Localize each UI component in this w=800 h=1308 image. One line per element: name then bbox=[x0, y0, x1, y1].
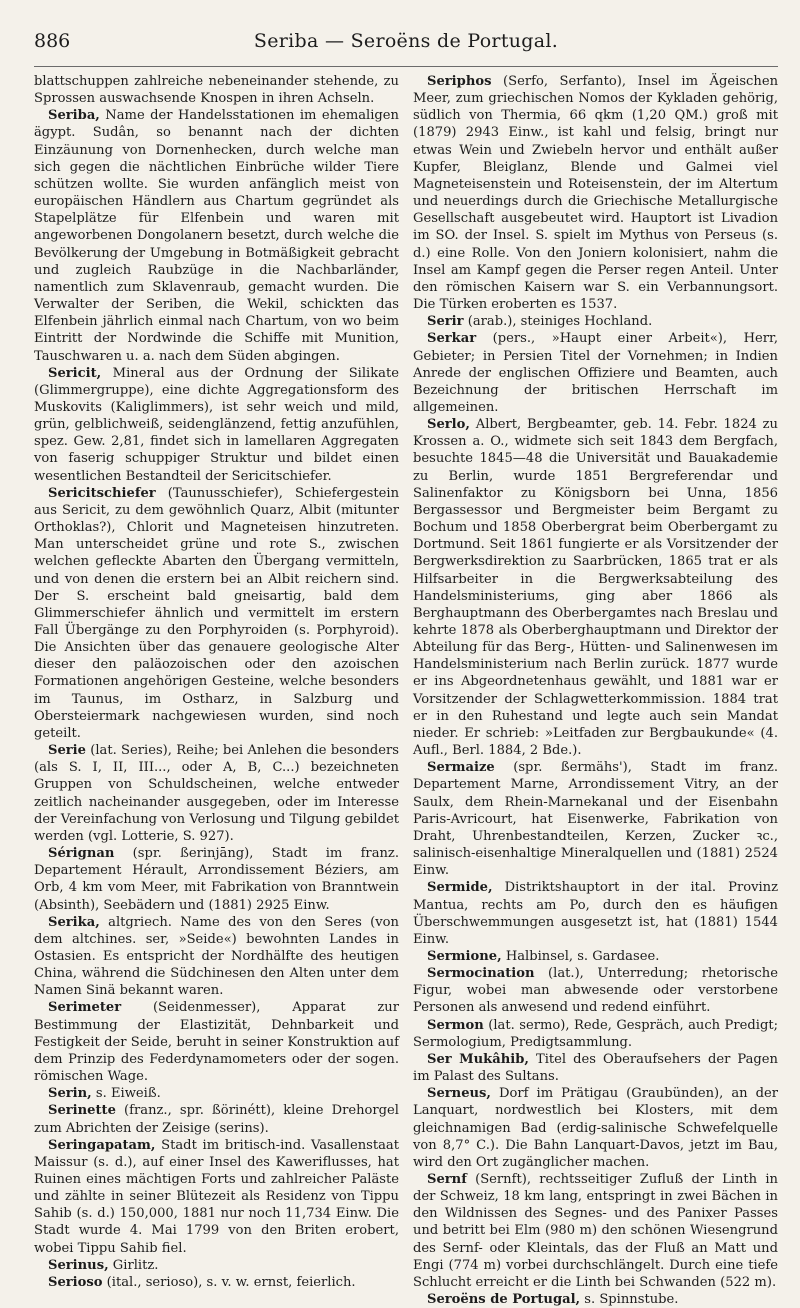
entry-text: (franz., spr. ßörinétt), kleine Drehorgel zum Abrichten der Zeisige (serins). bbox=[34, 1103, 399, 1136]
entry-headword: Serika, bbox=[48, 914, 100, 930]
entry-headword: Sermon bbox=[427, 1017, 484, 1033]
entry-text: (Taunusschiefer), Schiefergestein aus Sericit, zu dem gewöhnlich Quarz, Albit (mitunter Orthoklas?), Chlorit und Magneteisen hinzutreten. Man unterscheidet grüne und rote S., zwischen welchen gefleckte Abarten den Übergang vermitteln, und von denen die erstern bei an Albit reichern sind. Der S. erscheint bald gneisartig, bald dem Glimmerschiefer ähnlich und vermittelt im erstern Fall Übergänge zu den Porphyroiden (s. Porphyroid). Die Ansichten über das genauere geologische Alter dieser den paläozoischen oder den azoischen Formationen angehörigen Gesteine, welche besonders im Taunus, im Ostharz, in Salzburg und Obersteiermark nachgewiesen wurden, sind noch geteilt. bbox=[34, 485, 399, 741]
dictionary-entry bbox=[34, 1102, 399, 1136]
page-number: 886 bbox=[34, 30, 71, 52]
entry-headword: Serie bbox=[48, 743, 86, 759]
dictionary-entry bbox=[34, 845, 399, 914]
dictionary-entry bbox=[413, 879, 778, 948]
entry-text: Titel des Oberaufsehers der Pagen im Palast des Sultans. bbox=[413, 1051, 778, 1085]
entry-text: (arab.), steiniges Hochland. bbox=[463, 314, 653, 330]
entry-headword: Sermide, bbox=[427, 880, 493, 896]
dictionary-entry bbox=[34, 914, 399, 1000]
entry-headword: Seroëns de Portugal, bbox=[427, 1292, 581, 1308]
page-header bbox=[34, 30, 778, 67]
entry-headword: Serinus, bbox=[48, 1257, 109, 1273]
entry-headword: Serinette bbox=[48, 1103, 116, 1119]
entry-text: (Seidenmesser), Apparat zur Bestimmung der Elastizität, Dehnbarkeit und Festigkeit der Seide, beruht in seiner Konstruktion auf dem Prinzip des Federdynamometers oder der sogen. römischen Wage. bbox=[34, 1000, 399, 1085]
entry-headword: Serneus, bbox=[427, 1086, 491, 1102]
dictionary-entry bbox=[413, 1085, 778, 1171]
running-title: Seriba — Seroëns de Portugal. bbox=[253, 30, 559, 52]
entry-text: (spr. ßerinjāng), Stadt im franz. Departement Hérault, Arrondissement Béziers, am Orb, 4 km vom Meer, mit Fabrikation von Branntwein (Absinth), Seebädern und (1881) 2925 Einw. bbox=[34, 846, 399, 913]
dictionary-entry bbox=[413, 416, 778, 759]
text-columns bbox=[34, 73, 778, 1308]
entry-headword: Serlo, bbox=[427, 417, 470, 433]
entry-text: (lat. Series), Reihe; bei Anlehen die besonders (als S. I, II, III..., oder A, B, C...) bezeichneten Gruppen von Schuldscheinen, welche entweder zeitlich nacheinander ausgegeben, oder im Interesse der Vereinfachung von Verlosung und Tilgung gebildet werden (vgl. Lotterie, S. 927). bbox=[34, 743, 399, 844]
dictionary-entry bbox=[34, 365, 399, 485]
dictionary-entry bbox=[413, 759, 778, 879]
dictionary-entry bbox=[34, 1085, 399, 1102]
entry-text: (Sernft), rechtsseitiger Zufluß der Linth in der Schweiz, 18 km lang, entspringt in zwei Bächen in den Wildnissen des Segnes- und des Panixer Passes und betritt bei Elm (980 m) den schönen Wiesengrund des Sernf- oder Kleintals, das der Fluß an Matt und Engi (774 m) vorbei durchschlängelt. Durch eine tiefe Schlucht erreicht er die Linth bei Schwanden (522 m). bbox=[413, 1172, 778, 1290]
entry-headword: Sericit, bbox=[48, 365, 102, 381]
entry-text: (pers., »Haupt einer Arbeit«), Herr, Gebieter; in Persien Titel der Vornehmen; in Indien Anrede der englischen Offiziere und Beamten, auch Bezeichnung der britischen Herrschaft im allgemeinen. bbox=[413, 331, 778, 415]
entry-headword: Sermaize bbox=[427, 760, 495, 776]
entry-headword: Seriba, bbox=[48, 108, 100, 124]
entry-text: Stadt im britisch-ind. Vasallenstaat Maissur (s. d.), auf einer Insel des Kaweriflusses, hat Ruinen eines mächtigen Forts und zahlreicher Paläste und zählte in seiner Blütezeit als Residenz von Tippu Sahib (s. d.) 150,000, 1881 nur noch 11,734 Einw. Die Stadt wurde 4. Mai 1799 von den Briten erobert, wobei Tippu Sahib fiel. bbox=[34, 1137, 399, 1256]
dictionary-entry bbox=[413, 1171, 778, 1291]
dictionary-entry bbox=[34, 1274, 399, 1291]
entry-headword: Sermocination bbox=[427, 966, 535, 982]
dictionary-entry bbox=[34, 73, 399, 107]
entry-text: s. Eiweiß. bbox=[91, 1086, 161, 1102]
dictionary-entry bbox=[413, 73, 778, 313]
dictionary-entry bbox=[34, 107, 399, 364]
entry-text: blattschuppen zahlreiche nebeneinander stehende, zu Sprossen auswachsende Knospen in ihren Achseln. bbox=[34, 74, 399, 107]
dictionary-entry bbox=[413, 948, 778, 965]
dictionary-entry bbox=[413, 313, 778, 330]
dictionary-entry bbox=[34, 742, 399, 845]
dictionary-entry bbox=[34, 485, 399, 742]
dictionary-entry bbox=[34, 1257, 399, 1274]
entry-headword: Seriphos bbox=[427, 74, 492, 89]
entry-text: altgriech. Name des von den Seres (von dem altchines. ser, »Seide«) bewohnten Landes in Ostasien. Es entspricht der Nordhälfte des heutigen China, während die Südchinesen den Alten unter dem Namen Sinä bekannt waren. bbox=[34, 914, 399, 999]
right-column bbox=[413, 73, 778, 1308]
entry-headword: Ser Mukâhib, bbox=[427, 1051, 529, 1067]
entry-text: Albert, Bergbeamter, geb. 14. Febr. 1824 zu Krossen a. O., widmete sich seit 1843 dem Bergfach, besuchte 1845—48 die Universität und Bauakademie zu Berlin, wurde 1851 Bergreferendar und Salinenfaktor zu Königsborn bei Unna, 1856 Bergassessor und Bergmeister beim Bergamt zu Bochum und 1858 Oberbergrat beim Oberbergamt zu Dortmund. Seit 1861 fungierte er als Vorsitzender der Bergwerksdirektion zu Saarbrücken, 1865 trat er als Hilfsarbeiter in die Bergwerksabteilung des Handelsministeriums, ging aber 1866 als Berghauptmann des Oberbergamtes nach Breslau und kehrte 1878 als Oberberghauptmann und Direktor der Abteilung für das Berg-, Hütten- und Salinenwesen im Handelsministerium nach Berlin zurück. 1877 wurde er ins Abgeordnetenhaus gewählt, und 1881 war er Vorsitzender der Schlagwetterkommission. 1884 trat er in den Ruhestand und legte auch sein Mandat nieder. Er schrieb: »Leitfaden zur Bergbaukunde« (4. Aufl., Berl. 1884, 2 Bde.). bbox=[413, 417, 778, 759]
dictionary-entry bbox=[413, 330, 778, 416]
entry-text: Mineral aus der Ordnung der Silikate (Glimmergruppe), eine dichte Aggregationsform des Muskovits (Kaliglimmers), ist sehr weich und mild, grün, gelblichweiß, seidenglänzend, fettig anzufühlen, spez. Gew. 2,81, findet sich in lamellaren Aggregaten von faserig schuppiger Struktur und bildet einen wesentlichen Bestandteil der Sericitschiefer. bbox=[34, 365, 399, 484]
entry-headword: Seringapatam, bbox=[48, 1137, 156, 1153]
entry-text: (ital., serioso), s. v. w. ernst, feierlich. bbox=[102, 1274, 356, 1290]
entry-headword: Serkar bbox=[427, 331, 477, 347]
entry-text: Name der Handelsstationen im ehemaligen ägypt. Sudân, so benannt nach der dichten Einzäunung von Dornenhecken, durch welche man sich gegen die nächtlichen Einbrüche wilder Tiere schützen wollte. Sie wurden anfänglich meist von europäischen Händlern aus Chartum gegründet als Stapelplätze für Elfenbein und waren mit angeworbenen Dongolanern besetzt, durch welche die Bevölkerung der Umgebung in Botmäßigkeit gebracht und zugleich Raubzüge in die Nachbarländer, namentlich zum Sklavenraub, gemacht wurden. Die Verwalter der Seriben, die Wekil, schickten das Elfenbein jährlich einmal nach Chartum, von wo beim Eintritt der Nordwinde die Schiffe mit Munition, Tauschwaren u. a. nach dem Süden abgingen. bbox=[34, 108, 399, 364]
entry-headword: Sermione, bbox=[427, 948, 502, 964]
entry-text: s. Spinnstube. bbox=[580, 1292, 679, 1308]
entry-headword: Serimeter bbox=[48, 1000, 122, 1016]
dictionary-entry bbox=[34, 999, 399, 1085]
entry-text: Girlitz. bbox=[108, 1257, 159, 1273]
dictionary-entry bbox=[34, 1137, 399, 1257]
entry-headword: Sérignan bbox=[48, 846, 115, 862]
entry-text: (spr. ßermähs'), Stadt im franz. Departement Marne, Arrondissement Vitry, an der Saulx, dem Rhein-Marnekanal und der Eisenbahn Paris-Avricourt, hat Eisenwerke, Fabrikation von Draht, Uhrenbestandteilen, Kerzen, Zucker ꝛc., salinisch-eisenhaltige Mineralquellen und (1881) 2524 Einw. bbox=[413, 760, 778, 879]
entry-text: (lat.), Unterredung; rhetorische Figur, wobei man abwesende oder verstorbene Personen als anwesend und redend einführt. bbox=[413, 966, 778, 1016]
entry-text: (lat. sermo), Rede, Gespräch, auch Predigt; Sermologium, Predigtsammlung. bbox=[413, 1017, 778, 1050]
entry-text: Distriktshauptort in der ital. Provinz Mantua, rechts am Po, durch den es häufigen Überschwemmungen ausgesetzt ist, hat (1881) 1544 Einw. bbox=[413, 880, 778, 947]
entry-headword: Serioso bbox=[48, 1274, 103, 1290]
entry-headword: Sernf bbox=[427, 1172, 467, 1187]
entry-text: Halbinsel, s. Gardasee. bbox=[501, 948, 660, 964]
entry-text: Dorf im Prätigau (Graubünden), an der Lanquart, nordwestlich bei Klosters, mit dem gleichnamigen Bad (erdig-salinische Schwefelquelle von 8,7° C.). Die Bahn Lanquart-Davos, jetzt im Bau, wird den Ort zugänglicher machen. bbox=[413, 1086, 778, 1170]
dictionary-entry bbox=[413, 1017, 778, 1051]
dictionary-entry bbox=[413, 1051, 778, 1085]
entry-headword: Serin, bbox=[48, 1086, 92, 1102]
dictionary-entry bbox=[413, 1291, 778, 1308]
entry-text: (Serfo, Serfanto), Insel im Ägeischen Meer, zum griechischen Nomos der Kykladen gehörig, südlich von Thermia, 66 qkm (1,20 QM.) groß mit (1879) 2943 Einw., ist kahl und felsig, bringt nur etwas Wein und Zwiebeln hervor und enthält außer Kupfer, Bleiglanz, Blende und Galmei viel Magneteisenstein und Roteisenstein, der im Altertum und neuerdings durch die Griechische Metallurgische Gesellschaft ausgebeutet wird. Hauptort ist Livadion im SO. der Insel. S. spielt im Mythus von Perseus (s. d.) eine Rolle. Von den Joniern kolonisiert, nahm die Insel am Kampf gegen die Perser regen Anteil. Unter den römischen Kaisern war S. ein Verbannungsort. Die Türken eroberten es 1537. bbox=[413, 74, 778, 313]
entry-headword: Sericitschiefer bbox=[48, 485, 156, 501]
entry-headword: Serir bbox=[427, 314, 464, 330]
left-column bbox=[34, 73, 399, 1308]
dictionary-entry bbox=[413, 965, 778, 1016]
